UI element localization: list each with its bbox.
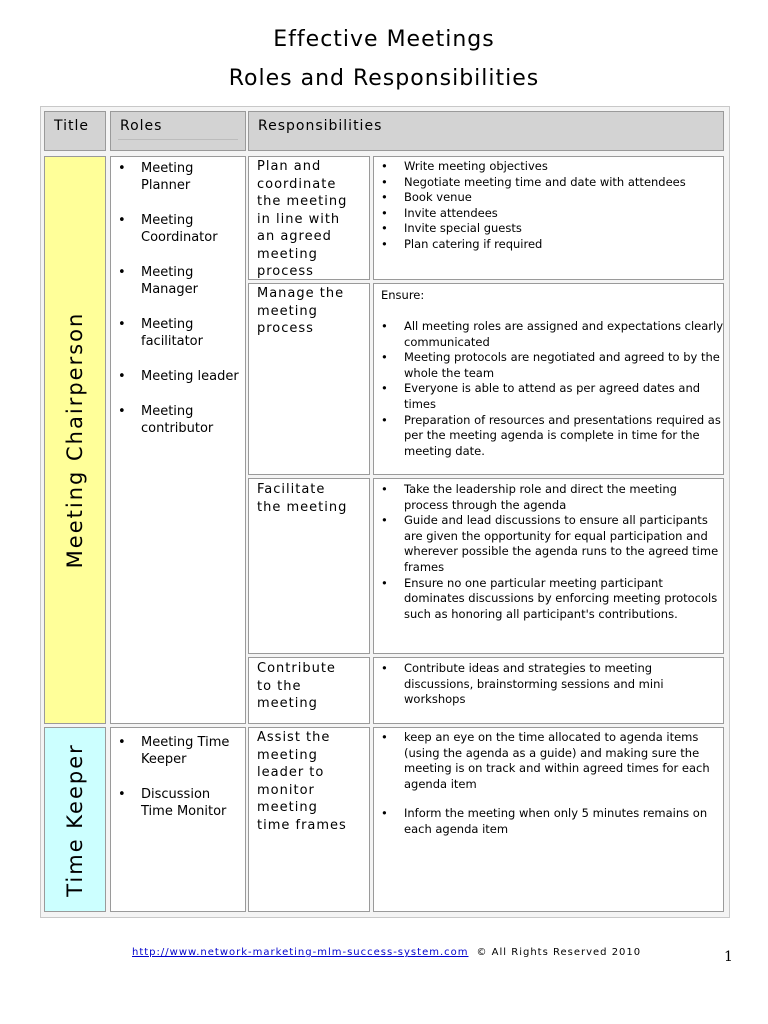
roles-cell-timekeeper (110, 727, 246, 912)
task-cell (373, 727, 724, 912)
task-list (374, 319, 723, 459)
header-roles (110, 111, 246, 151)
task-item: • Plan catering if required (374, 237, 723, 253)
group-title-label: Meeting Chairperson (63, 311, 87, 569)
group-title-chairperson (44, 156, 106, 724)
task-list (374, 159, 723, 253)
page-number: 1 (724, 949, 733, 965)
role-item: • Meeting Coordinator (111, 212, 245, 246)
task-item: • Guide and lead discussions to ensure all participants are given the opportunity for equal participation and wherever possible the agenda runs to the agreed time frames (374, 513, 723, 575)
task-item: • All meeting roles are assigned and expectations clearly communicated (374, 319, 723, 350)
task-item: • Everyone is able to attend as per agreed dates and times (374, 381, 723, 412)
roles-list (111, 160, 245, 437)
responsibility-name: Assist the meeting leader to monitor meeting time frames (248, 727, 370, 912)
group-title-timekeeper (44, 727, 106, 912)
group-title-label: Time Keeper (63, 742, 87, 897)
task-item: • Invite attendees (374, 206, 723, 222)
page-title: Effective Meetings (273, 27, 495, 52)
header-title-label: Title (54, 118, 90, 134)
task-cell (373, 156, 724, 280)
task-list (374, 730, 723, 838)
roles-list (111, 734, 245, 820)
role-item: • Meeting contributor (111, 403, 245, 437)
task-list (374, 661, 723, 708)
role-item: • Meeting facilitator (111, 316, 245, 350)
role-item: • Meeting Manager (111, 264, 245, 298)
footer (132, 947, 641, 958)
task-item: • Inform the meeting when only 5 minutes remains on each agenda item (374, 806, 723, 837)
ensure-label: Ensure: (381, 288, 425, 302)
responsibility-name: Manage the meeting process (248, 283, 370, 475)
role-item: • Discussion Time Monitor (111, 786, 245, 820)
task-item: • Negotiate meeting time and date with attendees (374, 175, 723, 191)
role-item: • Meeting Time Keeper (111, 734, 245, 768)
responsibility-name: Facilitate the meeting (248, 478, 370, 654)
task-item: • Contribute ideas and strategies to meeting discussions, brainstorming sessions and mini workshops (374, 661, 723, 708)
task-item: • Preparation of resources and presentations required as per the meeting agenda is complete in time for the meeting date. (374, 413, 723, 460)
task-item: • Invite special guests (374, 221, 723, 237)
task-item: • Book venue (374, 190, 723, 206)
task-cell (373, 478, 724, 654)
role-item: • Meeting Planner (111, 160, 245, 194)
header-responsibilities-label: Responsibilities (258, 118, 383, 134)
task-item: • Write meeting objectives (374, 159, 723, 175)
task-item: • Take the leadership role and direct the meeting process through the agenda (374, 482, 723, 513)
header-responsibilities (248, 111, 724, 151)
header-title (44, 111, 106, 151)
page-subtitle: Roles and Responsibilities (228, 66, 540, 91)
role-item: • Meeting leader (111, 368, 245, 385)
task-item: • Meeting protocols are negotiated and agreed to by the whole the team (374, 350, 723, 381)
task-cell (373, 657, 724, 724)
task-item: • keep an eye on the time allocated to agenda items (using the agenda as a guide) and making sure the meeting is on track and within agreed times for each agenda item (374, 730, 723, 792)
header-roles-label: Roles (120, 118, 163, 134)
responsibility-name: Plan and coordinate the meeting in line with an agreed meeting process (248, 156, 370, 280)
roles-cell-chairperson (110, 156, 246, 724)
task-list (374, 482, 723, 622)
task-cell (373, 283, 724, 475)
copyright-text: © All Rights Reserved 2010 (476, 947, 642, 958)
task-item: • Ensure no one particular meeting participant dominates discussions by enforcing meeting protocols such as honoring all participant's contributions. (374, 576, 723, 623)
footer-link[interactable]: http://www.network-marketing-mlm-success-system.com (132, 947, 469, 958)
responsibility-name: Contribute to the meeting (248, 657, 370, 724)
